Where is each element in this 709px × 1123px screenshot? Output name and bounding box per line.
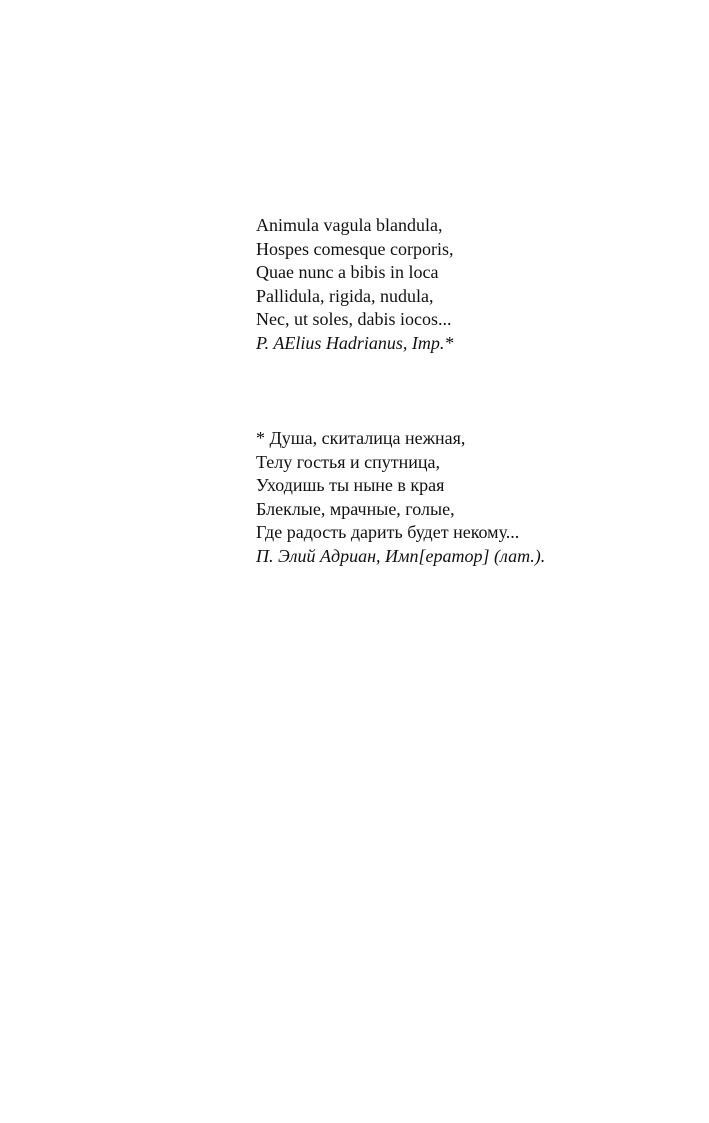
russian-line-4: Блеклые, мрачные, голые, [256,498,455,519]
latin-attribution: P. AElius Hadrianus, Imp.* [256,332,454,353]
russian-line-5: Где радость дарить будет некому... [256,522,520,543]
latin-line-2: Hospes comesque corporis, [256,238,454,259]
latin-line-5: Nec, ut soles, dabis iocos... [256,309,452,330]
latin-epigraph [256,214,453,356]
latin-line-4: Pallidula, rigida, nudula, [256,285,434,306]
russian-line-1: * Душа, скиталица нежная, [256,428,466,448]
russian-line-2: Телу гостья и спутница, [256,451,441,472]
latin-line-1: Animula vagula blandula, [256,215,443,235]
russian-translation-footnote [256,427,545,569]
russian-attribution: П. Элий Адриан, Имп[ератор] (лат.). [256,545,546,566]
latin-line-3: Quae nunc a bibis in loca [256,262,439,283]
russian-line-3: Уходишь ты ныне в края [256,475,445,496]
